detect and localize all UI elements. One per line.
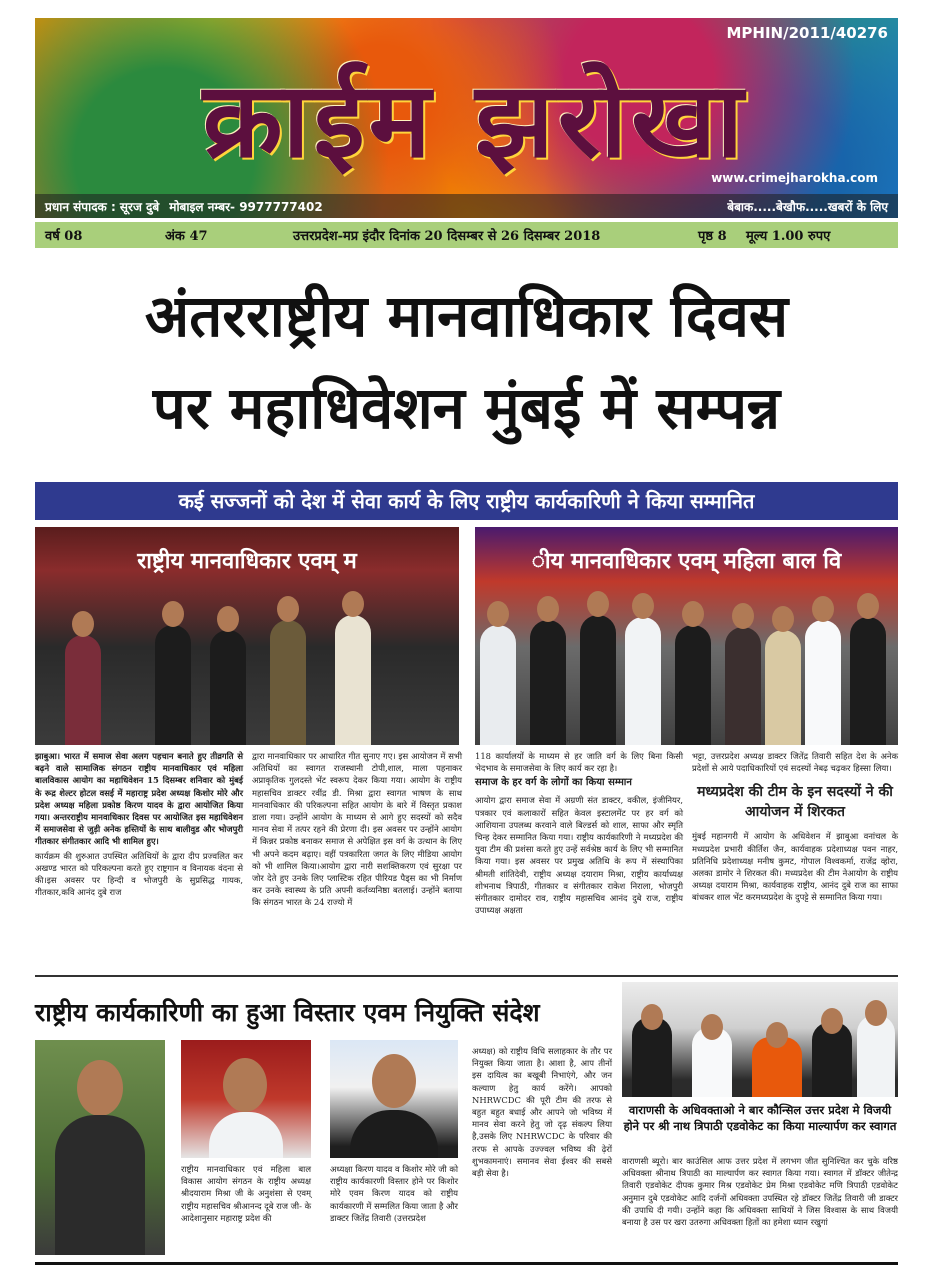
person-figure [625,617,661,745]
sub-headline: कई सज्जनों को देश में सेवा कार्य के लिए राष्ट्रीय कार्यकारिणी ने किया सम्मानित [35,482,898,520]
section-subheading: मध्यप्रदेश की टीम के इन सदस्यों ने की आयोजन में शिरकत [697,784,893,821]
person-head [772,606,794,632]
article-lead: झाबुआ। भारत में समाज सेवा अलग पहचान बनाते हुए तीव्रगति से बढ़ने वाले सामाजिक संगठन राष्ट्रीय मानवाधिकार एवं महिला बालविकास आयोग का महाधिवेशन 15 दिसम्बर शनिवार को मुंबई के रूद्र शेल्टर होटल वसई में महाराष्ट्र प्रदेश अध्यक्ष किशोर मोरे और प्रदेश अध्यक्ष महिला प्रकोष्ठ किरण यादव के द्वारा आयोजित किया गया। अन्तरराष्ट्रीय मानवाधिकार दिवस पर आयोजित इस महाधिवेशन में समाजसेवा से जुड़ी अनेक हस्तियों के साथ बालीवुड और भोजपुरी गीतकार संगीतकार आदि भी शामिल हुए। [35,751,243,847]
article-paragraph: 118 कार्यालयों के माध्यम से हर जाति वर्ग के लिए बिना किसी भेदभाव के समाजसेवा के लिए कार्य कर रहा है। [475,751,683,774]
website-link[interactable]: www.crimejharokha.com [711,171,878,185]
section-subheading: समाज के हर वर्ग के लोगों का किया सम्मान [475,777,632,789]
person-head [682,601,704,627]
person-figure [850,617,886,745]
person-head [537,596,559,622]
person-head [857,593,879,619]
person-head [342,591,364,617]
person-figure [55,1115,145,1255]
issue-date: उत्तरप्रदेश-मप्र इंदौर दिनांक 20 दिसम्बर से 26 दिसम्बर 2018 [293,229,601,244]
person-head [632,593,654,619]
person-head [372,1054,416,1108]
article-paragraph: भट्टा, उत्तरप्रदेश अध्यक्ष डाक्टर जितेंद्र तिवारी सहित देश के अनेक प्रदेशों से आये पदाधिकारियों एवं सदस्यों नेबढ़ चढ़कर हिस्सा लिया। [692,751,898,774]
article-paragraph: कार्यक्रम की शुरुआत उपस्थित अतिथियों के द्वारा दीप प्रज्वलित कर अखण्ड भारत को परिकल्पना करते हुए राष्ट्रगान व विनायक वंदना से की।इस अवसर पर हिन्दी व भोजपुरी के सुप्रसिद्ध गायक, गीतकार,कवि आनंद दुबे राज [35,850,243,898]
person-figure [480,625,516,745]
appointment-text-3: अध्यक्ष) को राष्ट्रीय विधि सलाहकार के तौर पर नियुक्त किया जाता है। आशा है, आप तीनों इस दायित्व का बखूबी निभाएंगे, और जन कल्याण हेतु कार्य करेंगे। आपको NHRWCDC की पूरी टीम की तरफ से बहुत बहुत बधाई और आपने जो भविष्य में मानव सेवा करने हेतु जो दृढ़ संकल्प लिया है,उसके लिए NHRWCDC के परिवार की तरफ से आपके उज्ज्वल भविष्य की ढ़ेरों शुभकामनाएं। समानव सेवा ईश्वर की सबसे बड़ी सेवा है। [472,1046,612,1179]
person-figure [675,625,711,745]
section-2-title: राष्ट्रीय कार्यकारिणी का हुआ विस्तार एवम नियुक्ति संदेश [35,998,540,1027]
person-figure [530,620,566,745]
person-figure [580,615,616,745]
registration-number: MPHIN/2011/40276 [726,24,888,42]
chief-editor: प्रधान संपादक : सूरज दुबे [45,199,160,214]
editor-bar [35,194,898,218]
headline-line-1: अंतरराष्ट्रीय मानवाधिकार दिवस [144,282,789,350]
year: वर्ष 08 [45,229,83,244]
person-head [487,601,509,627]
article-column-4 [692,750,898,906]
person-figure [155,625,191,745]
person-figure [65,635,101,745]
person-head [701,1014,723,1040]
person-head [217,606,239,632]
person-figure [857,1015,895,1097]
person-figure [350,1110,438,1158]
issue-number: अंक 47 [165,229,208,244]
person-head [277,596,299,622]
article-column-3 [475,750,683,918]
person-figure [210,630,246,745]
issue-info-bar [35,222,898,248]
mobile-number: मोबाइल नम्बर- 9977777402 [169,199,323,214]
tagline: बेबाक.....बेखौफ.....खबरों के लिए [727,199,888,214]
article-paragraph: आयोग द्वारा समाज सेवा में अग्रणी संत डाक्टर, वकील, इंजीनियर, पत्रकार एवं कलाकारों सहित केवल इस्टालमेंट पर हर वर्ग को आशियाना उपलब्ध करवाने वाले बिल्डर्स को शाल, साफा और स्मृति चिन्ह देकर सम्मानित किया गया। राष्ट्रीय कार्यकारिणी ने मध्यप्रदेश की युवा टीम की प्रशंसा करते हुए उन्हें सर्वश्रेष्ठ कार्य के लिए भी सम्मानित किया गया। इस अवसर पर प्रमुख अतिथि के रूप में संस्थापिका श्रीमती शांतिदेवी, राष्ट्रीय अध्यक्ष दयाराम मिश्रा, राष्ट्रीय कार्याध्यक्ष शोभनाथ त्रिपाठी, गीतकार व संगीतकार राकेश निराला, भोजपुरी संगीतकार दामोदर राव, राष्ट्रीय महासचिव आनंद दुबे राज, राष्ट्रीय उपाध्यक्ष अक्षता [475,795,683,916]
section-3-title: वाराणसी के अधिवक्ताओ ने बार कौन्सिल उत्तर प्रदेश मे विजयी होने पर श्री नाथ त्रिपाठी एडवोकेट का किया माल्यार्पण कर स्वागत [623,1103,897,1133]
person-figure [725,627,761,745]
portrait-photo [35,1040,165,1255]
person-head [77,1060,123,1116]
headline-line-2: पर महाधिवेशन मुंबई में सम्पन्न [152,374,781,442]
person-figure [209,1112,283,1158]
varanasi-news-text: वाराणसी ब्यूरो। बार काउंसिल आफ उत्तर प्रदेश में लगभग जीत सुनिश्चित कर चुके वरिष्ठ अधिवक्ता श्रीनाथ त्रिपाठी का माल्यार्पण कर स्वागत किया गया। स्वागत में डॉक्टर जीतेन्द्र तिवारी एडवोकेट दीपक कुमार मिश्र एडवोकेट प्रेम मिश्रा एडवोकेट मणि त्रिपाठी एडवोकेट अनुमान दुबे एडवोकेट आदि दर्जनों अधिवक्ता उपस्थित रहे डॉक्टर जितेंद्र तिवारी जी डाक्टर की उपाधि दी गयी। उन्होंने कहा कि अधिवक्ता साथियों ने जिस विश्वास के साथ विजयी बनाया है उस पर खरा उतरुगा अधिवक्ता हितों का हमेशा ध्यान रखुगां [622,1156,898,1228]
person-head [641,1004,663,1030]
person-head [732,603,754,629]
section-divider [35,975,898,977]
page-bottom-rule [35,1262,898,1265]
masthead [35,18,898,218]
article-column-1 [35,750,243,900]
person-head [821,1008,843,1034]
person-head [812,596,834,622]
event-photo-left [35,527,459,745]
person-figure [335,615,371,745]
page-count: पृष्ठ 8 [698,229,727,244]
advocates-photo [622,982,898,1097]
person-figure [805,620,841,745]
stage-banner-text: राष्ट्रीय मानवाधिकार एवम् म [137,549,357,574]
person-head [587,591,609,617]
person-figure [765,630,801,745]
article-column-2 [252,750,462,911]
portrait-photo [181,1040,311,1158]
appointment-text-2: अध्यक्षा किरण यादव व किशोर मोरे जी को राष्ट्रीय कार्यकारणी विस्तार होने पर किशोर मोरे एवम किरण यादव को राष्ट्रीय कार्यकारणी में सम्मलित किया जाता है और डाक्टर जितेंद्र तिवारी (उत्तरप्रदेश [330,1164,458,1223]
price: मूल्य 1.00 रुपए [746,229,831,244]
article-paragraph [35,750,243,848]
person-head [72,611,94,637]
article-paragraph: मुंबई महानगरी में आयोग के अधिवेशन में झाबुआ वनांचल के मध्यप्रदेश प्रभारी कीर्तिश जैन, कार्यवाहक प्रदेशाध्यक्ष पवन नाहर, प्रतिनिधि प्रदेशाध्यक्ष मनीष कुमट, गोपाल विश्वकर्मा, राजेंद्र व्होरा, अलका डामोर ने शिरकत की। मध्यप्रदेश की टीम नेआयोग के राष्ट्रीय अध्यक्ष दयाराम मिश्रा, कार्यवाहक राष्ट्रीय, आनंद दुबे राज का साफा बांधकर शाल भेंट करमध्यप्रदेश के दुपट्टे से सम्मानित किया गया। [692,831,898,903]
person-figure [270,620,306,745]
person-head [223,1058,267,1112]
portrait-photo [330,1040,458,1158]
person-head [766,1022,788,1048]
newspaper-title: क्राईम झरोखा [202,58,748,181]
stage-banner-text: ीय मानवाधिकार एवम् महिला बाल वि [531,549,842,574]
event-photo-right [475,527,898,745]
article-paragraph: द्वारा मानवाधिकार पर आधारित गीत सुनाए गए। इस आयोजन में सभी अतिथियों का स्वागत राजस्थानी टोपी,शाल, माला पहनाकर अप्राकृतिक गुलदस्ते भेंट स्वरूप देकर किया गया। आयोग के राष्ट्रीय महासचिव डाक्टर रवींद्र डी. मिश्रा द्वारा स्वागत भाषण के साथ मानवाधिकार की परिकल्पना सहित आयोग के बारे में विस्तृत प्रकाश डाला गया। उन्होंने आयोग के माध्यम से आगे हुए सदस्यों को सदैव मानव सेवा में तत्पर रहने की प्रेरणा दी। इस अवसर पर उन्होंने आयोग में किन्नर प्रकोष्ठ बनाकर समाज से अपेक्षित इस वर्ग के उत्थान के लिए भी अपने कदम बढ़ाए। वहीं पत्रकारिता जगत के लिए मीडिया आयोग को भी शामिल किया।आयोग द्वारा नारी सशक्तिकरण एवं सुरक्षा पर जोर देते हुए उनके लिए प्लास्टिक रहित पीरियड पैड्स का भी निर्माण कर उनके स्वास्थ्य के प्रति अपनी कर्तव्यनिष्ठा बतलाई। उन्होंने बताया कि संगठन भारत के 24 राज्यो में [252,751,462,908]
appointment-text-1: राष्ट्रीय मानवाधिकार एवं महिला बाल विकास आयोग संगठन के राष्ट्रीय अध्यक्ष श्रीदयाराम मिश्रा जी के अनुशंसा से एवम् राष्ट्रीय महासचिव श्रीआनन्द दूबे राज जी- के आदेशानुसार महाराष्ट्र प्रदेश की [181,1164,311,1223]
person-head [865,1000,887,1026]
person-head [162,601,184,627]
main-headline [30,270,903,454]
